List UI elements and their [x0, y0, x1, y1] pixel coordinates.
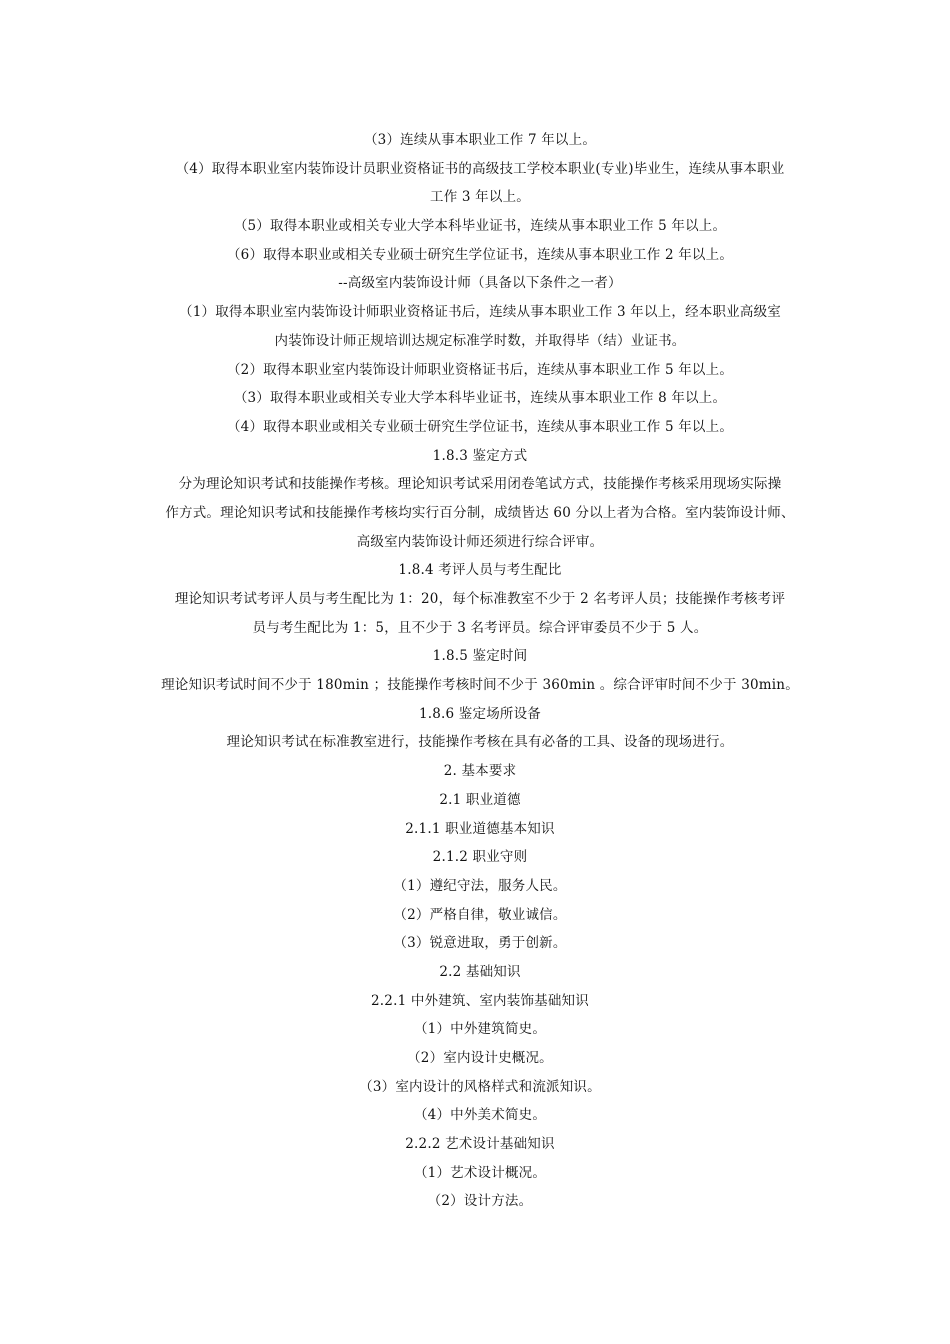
section-heading: 1.8.3 鉴定方式 — [432, 447, 528, 464]
text-line: 作方式。理论知识考试和技能操作考核均实行百分制，成绩皆达 60 分以上者为合格。室内装饰设计师、 — [165, 504, 795, 521]
section-heading: 1.8.6 鉴定场所设备 — [418, 705, 542, 722]
text-line: （6）取得本职业或相关专业硕士研究生学位证书，连续从事本职业工作 2 年以上。 — [226, 246, 734, 263]
section-heading: 2.1 职业道德 — [439, 791, 521, 808]
section-heading: 2. 基本要求 — [443, 763, 517, 780]
text-line: （1）取得本职业室内装饰设计师职业资格证书后，连续从事本职业工作 3 年以上，经本职业高级室 — [179, 304, 781, 321]
text-line: 内装饰设计师正规培训达规定标准学时数，并取得毕（结）业证书。 — [274, 332, 686, 349]
text-line: （5）取得本职业或相关专业大学本科毕业证书，连续从事本职业工作 5 年以上。 — [233, 218, 727, 235]
text-line: （4）取得本职业或相关专业硕士研究生学位证书，连续从事本职业工作 5 年以上。 — [226, 418, 734, 435]
text-line: （4）取得本职业室内装饰设计员职业资格证书的高级技工学校本职业(专业)毕业生，连续从事本职业 — [175, 160, 785, 177]
text-line: （3）取得本职业或相关专业大学本科毕业证书，连续从事本职业工作 8 年以上。 — [233, 390, 727, 407]
section-heading: 2.2.1 中外建筑、室内装饰基础知识 — [371, 992, 589, 1009]
section-heading: 2.1.2 职业守则 — [432, 849, 528, 866]
text-line: （1）艺术设计概况。 — [413, 1164, 547, 1181]
text-line: 高级室内装饰设计师还须进行综合评审。 — [356, 533, 604, 550]
section-heading: 1.8.5 鉴定时间 — [432, 648, 528, 665]
text-line: （3）室内设计的风格样式和流派知识。 — [359, 1078, 601, 1095]
section-heading: --高级室内装饰设计师（具备以下条件之一者） — [338, 275, 622, 292]
text-line: （2）设计方法。 — [427, 1193, 533, 1210]
text-line: 理论知识考试在标准教室进行，技能操作考核在具有必备的工具、设备的现场进行。 — [226, 734, 734, 751]
text-line: （1）遵纪守法，服务人民。 — [393, 877, 567, 894]
text-line: （2）室内设计史概况。 — [407, 1050, 553, 1066]
text-line: （2）严格自律，敬业诚信。 — [393, 906, 567, 923]
text-line: 理论知识考试考评人员与考生配比为 1：20，每个标准教室不少于 2 名考评人员；技能操作考核考评 — [174, 591, 786, 607]
text-line: 工作 3 年以上。 — [430, 189, 530, 206]
section-heading: 2.2.2 艺术设计基础知识 — [405, 1136, 555, 1153]
text-line: 理论知识考试时间不少于 180min ；技能操作考核时间不少于 360min 。综合评审时间不少于 30min。 — [161, 677, 799, 694]
text-line: （1）中外建筑简史。 — [413, 1021, 547, 1038]
text-line: （3）连续从事本职业工作 7 年以上。 — [363, 132, 597, 148]
text-line: （4）中外美术简史。 — [413, 1107, 547, 1124]
text-line: 分为理论知识考试和技能操作考核。理论知识考试采用闭卷笔试方式，技能操作考核采用现场实际操 — [178, 476, 782, 493]
section-heading: 2.2 基础知识 — [439, 963, 521, 980]
document-body — [150, 126, 810, 1216]
section-heading: 1.8.4 考评人员与考生配比 — [398, 562, 562, 579]
text-line: （2）取得本职业室内装饰设计师职业资格证书后，连续从事本职业工作 5 年以上。 — [226, 361, 734, 378]
text-line: 员与考生配比为 1：5，且不少于 3 名考评员。综合评审委员不少于 5 人。 — [252, 619, 708, 636]
text-line: （3）锐意进取，勇于创新。 — [393, 935, 567, 952]
section-heading: 2.1.1 职业道德基本知识 — [405, 820, 555, 837]
